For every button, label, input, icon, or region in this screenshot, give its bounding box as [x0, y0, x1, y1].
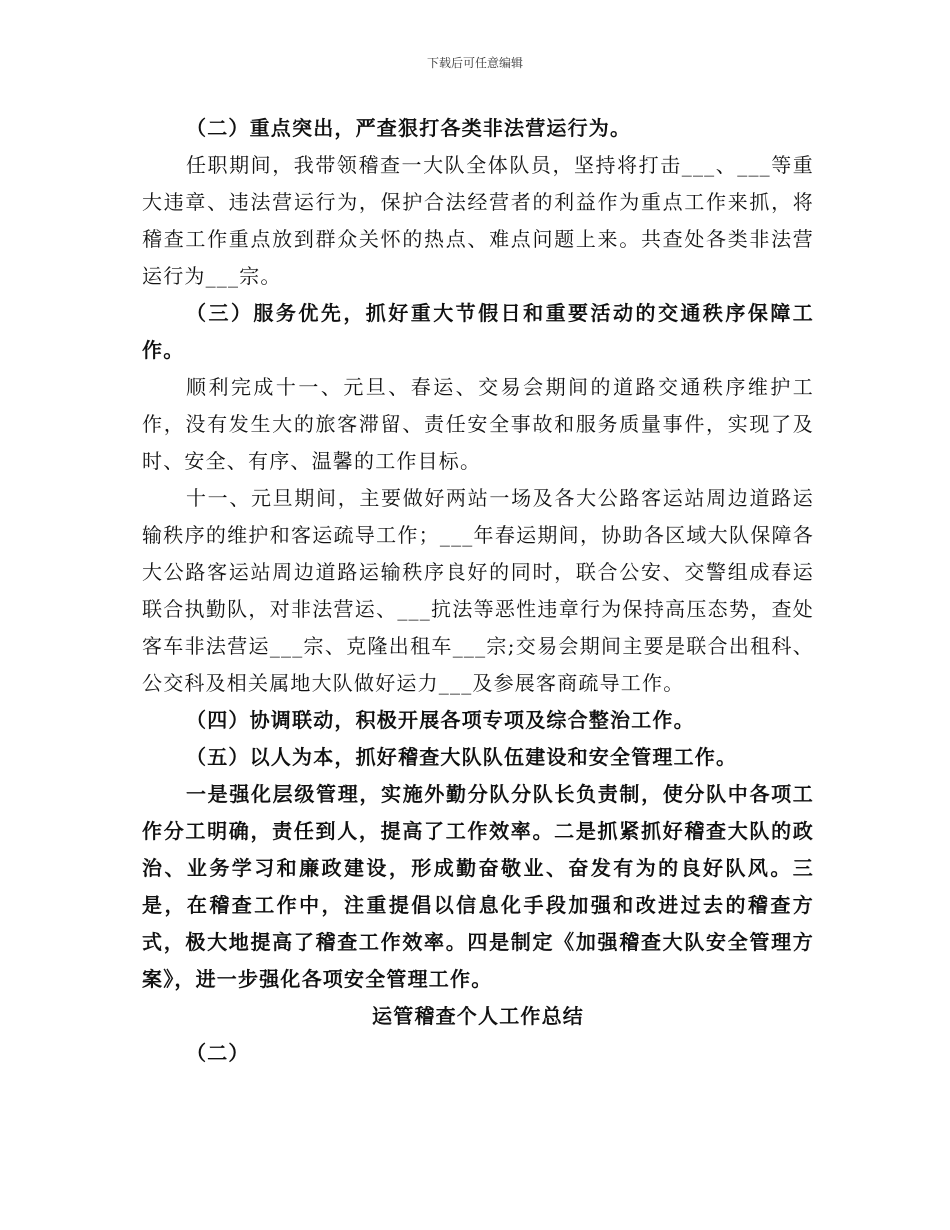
document-title: 运管稽查个人工作总结: [372, 1004, 584, 1028]
section-heading-3: （三）服务优先，抓好重大节假日和重要活动的交通秩序保障工作。: [142, 301, 814, 362]
page-header-note: 下载后可任意编辑: [426, 56, 523, 70]
paragraph: 任职期间，我带领稽查一大队全体队员，坚持将打击___、___等重大违章、违法营运行为，保护合法经营者的利益作为重点工作来抓，将稽查工作重点放到群众关怀的热点、难点问题上来。共查处各类非法营运行为___宗。: [142, 153, 814, 288]
section-heading-2: （二）重点突出，严查狠打各类非法营运行为。: [186, 116, 632, 140]
paragraph: 顺利完成十一、元旦、春运、交易会期间的道路交通秩序维护工作，没有发生大的旅客滞留、责任安全事故和服务质量事件，实现了及时、安全、有序、温馨的工作目标。: [142, 375, 814, 473]
document-body: [142, 110, 814, 1072]
section-heading-next: （二）: [186, 1041, 250, 1065]
section-heading-4: （四）协调联动，积极开展各项专项及综合整治工作。: [186, 708, 695, 732]
paragraph-bold: 一是强化层级管理，实施外勤分队分队长负责制，使分队中各项工作分工明确，责任到人，提高了工作效率。二是抓紧抓好稽查大队的政治、业务学习和廉政建设，形成勤奋敬业、奋发有为的良好队风。三是，在稽查工作中，注重提倡以信息化手段加强和改进过去的稽查方式，极大地提高了稽查工作效率。四是制定《加强稽查大队安全管理方案》，进一步强化各项安全管理工作。: [142, 782, 814, 991]
section-heading-5: （五）以人为本，抓好稽查大队队伍建设和安全管理工作。: [186, 745, 738, 769]
paragraph: 十一、元旦期间，主要做好两站一场及各大公路客运站周边道路运输秩序的维护和客运疏导工作；___年春运期间，协助各区域大队保障各大公路客运站周边道路运输秩序良好的同时，联合公安、交警组成春运联合执勤队，对非法营运、___抗法等恶性违章行为保持高压态势，查处客车非法营运___宗、克隆出租车___宗;交易会期间主要是联合出租科、公交科及相关属地大队做好运力___及参展客商疏导工作。: [142, 486, 814, 695]
